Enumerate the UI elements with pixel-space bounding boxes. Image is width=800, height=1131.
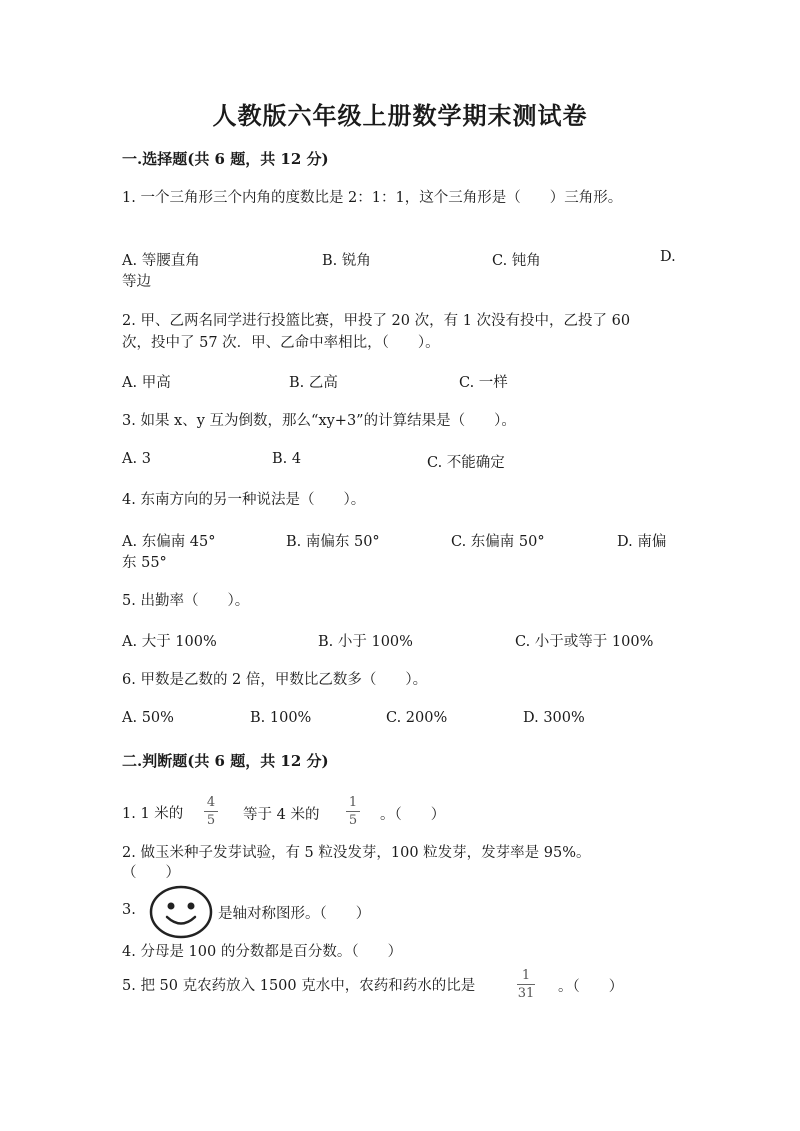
q1-option-d[interactable]: D. (660, 249, 676, 265)
q5-option-a[interactable]: A. 大于 100% (122, 634, 217, 650)
q1-option-b[interactable]: B. 锐角 (322, 253, 371, 269)
judge-1-answer-blank[interactable]: 。（ ） (380, 807, 446, 823)
q1-option-a[interactable]: A. 等腰直角 (122, 253, 200, 269)
judge-2-answer-blank[interactable]: （ ） (122, 865, 180, 881)
judge-5-part1: 5. 把 50 克农药放入 1500 克水中，农药和药水的比是 (122, 978, 476, 994)
page-title: 人教版六年级上册数学期末测试卷 (212, 101, 588, 130)
q6-option-a[interactable]: A. 50% (122, 710, 174, 726)
judge-3-text[interactable]: 是轴对称图形。（ ） (218, 906, 371, 922)
fraction-numerator: 4 (206, 795, 216, 810)
question-2-line2: 次，投中了 57 次．甲、乙命中率相比，（ ）。 (122, 335, 440, 351)
q5-option-c[interactable]: C. 小于或等于 100% (515, 634, 654, 650)
question-3: 3. 如果 x、y 互为倒数，那么“xy+3”的计算结果是（ ）。 (122, 413, 516, 429)
judge-2-line1: 2. 做玉米种子发芽试验，有 5 粒没发芽，100 粒发芽，发芽率是 95%。 (122, 845, 591, 861)
q4-option-d[interactable]: D. 南偏 (617, 534, 667, 550)
judge-1-fraction-1 (204, 795, 218, 828)
fraction-bar (517, 984, 535, 985)
smiley-face-icon (148, 884, 214, 940)
question-1: 1. 一个三角形三个内角的度数比是 2：1：1，这个三角形是（ ）三角形。 (122, 190, 623, 206)
section-heading-judge: 二.判断题(共 6 题，共 12 分) (122, 752, 329, 770)
question-2-line1: 2. 甲、乙两名同学进行投篮比赛，甲投了 20 次，有 1 次没有投中，乙投了 60 (122, 313, 631, 329)
q4-option-b[interactable]: B. 南偏东 50° (286, 534, 380, 550)
q5-option-b[interactable]: B. 小于 100% (318, 634, 413, 650)
q6-option-d[interactable]: D. 300% (523, 710, 585, 726)
judge-4[interactable]: 4. 分母是 100 的分数都是百分数。（ ） (122, 944, 403, 960)
fraction-bar (346, 811, 360, 812)
fraction-denominator: 5 (348, 813, 358, 828)
q4-option-c[interactable]: C. 东偏南 50° (451, 534, 545, 550)
fraction-numerator: 1 (521, 968, 531, 983)
q3-option-a[interactable]: A. 3 (122, 451, 151, 467)
judge-5-fraction (517, 968, 535, 1001)
q1-option-c[interactable]: C. 钝角 (492, 253, 541, 269)
section-heading-choice: 一.选择题(共 6 题，共 12 分) (122, 150, 329, 168)
judge-1-part1: 1. 1 米的 (122, 806, 184, 822)
judge-5-answer-blank[interactable]: 。（ ） (558, 979, 624, 995)
q1-option-d-continued: 等边 (122, 274, 151, 290)
fraction-numerator: 1 (348, 795, 358, 810)
q2-option-a[interactable]: A. 甲高 (122, 375, 171, 391)
question-6: 6. 甲数是乙数的 2 倍，甲数比乙数多（ ）。 (122, 672, 428, 688)
judge-3-number: 3. (122, 902, 136, 918)
fraction-denominator: 5 (206, 813, 216, 828)
q6-option-c[interactable]: C. 200% (386, 710, 448, 726)
q4-option-d-continued: 东 55° (122, 555, 167, 571)
fraction-denominator: 31 (517, 986, 535, 1001)
q6-option-b[interactable]: B. 100% (250, 710, 312, 726)
judge-1-fraction-2 (346, 795, 360, 828)
q3-option-b[interactable]: B. 4 (272, 451, 302, 467)
q2-option-c[interactable]: C. 一样 (459, 375, 508, 391)
q4-option-a[interactable]: A. 东偏南 45° (122, 534, 216, 550)
q3-option-c[interactable]: C. 不能确定 (427, 455, 505, 471)
question-4: 4. 东南方向的另一种说法是（ ）。 (122, 492, 366, 508)
q2-option-b[interactable]: B. 乙高 (289, 375, 338, 391)
question-5: 5. 出勤率（ ）。 (122, 593, 250, 609)
judge-1-part2: 等于 4 米的 (243, 807, 320, 823)
fraction-bar (204, 811, 218, 812)
